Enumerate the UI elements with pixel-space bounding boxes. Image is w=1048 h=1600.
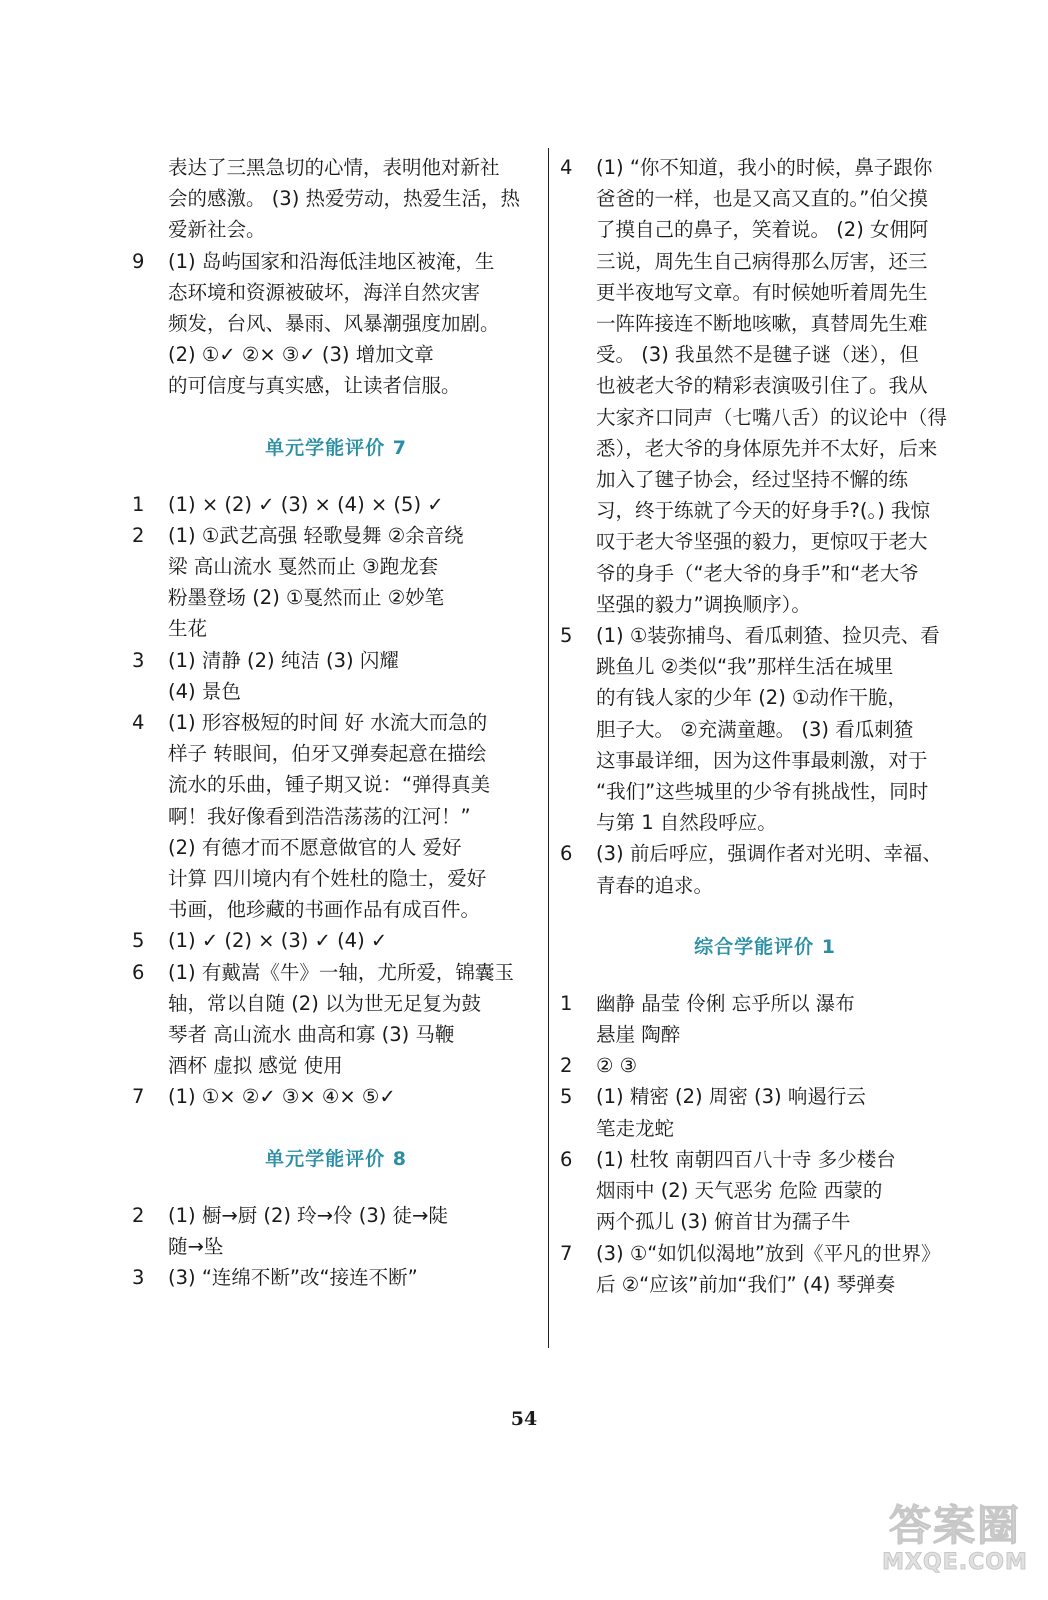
- answer-item: [560, 988, 970, 1050]
- answer-line: 后 ②“应该”前加“我们” (4) 琴弹奏: [596, 1272, 896, 1296]
- section-title: 单元学能评价 8: [265, 1147, 407, 1170]
- answer-line: (1) “你不知道，我小的时候，鼻子跟你: [596, 156, 933, 179]
- answer-item: [560, 838, 970, 900]
- answer-line: 加入了毽子协会，经过坚持不懈的练: [596, 468, 909, 492]
- question-number: 2: [132, 1203, 145, 1227]
- answer-item: [560, 1081, 970, 1143]
- answer-line: (3) “连绵不断”改“接连不断”: [168, 1266, 418, 1290]
- answer-line: (1) 岛屿国家和沿海低洼地区被淹，生: [168, 249, 495, 273]
- answer-line: 啊！我好像看到浩浩荡荡的江河！”: [168, 804, 471, 828]
- answer-line: (3) ①“如饥似渴地”放到《平凡的世界》: [596, 1241, 941, 1265]
- answer-line: 坚强的毅力”调换顺序）。: [596, 592, 811, 616]
- answer-line: (4) 景色: [168, 679, 241, 703]
- answer-item: [560, 152, 970, 620]
- section-title: 综合学能评价 1: [694, 935, 836, 958]
- question-number: 7: [132, 1085, 145, 1109]
- right-column: [560, 152, 970, 1300]
- watermark-logo: [880, 1502, 1030, 1586]
- question-number: 3: [132, 1266, 145, 1290]
- answer-line: 幽静 晶莹 伶俐 忘乎所以 瀑布: [596, 991, 855, 1015]
- answer-line: 轴，常以自随 (2) 以为世无足复为鼓: [168, 991, 482, 1015]
- answer-line: 这事最详细，因为这件事最刺激，对于: [596, 748, 928, 772]
- answer-line: 态环境和资源被破坏，海洋自然灾害: [168, 280, 481, 304]
- answer-line: 酒杯 虚拟 感觉 使用: [168, 1054, 343, 1078]
- answer-line: 流水的乐曲，锺子期又说：“弹得真美: [168, 773, 491, 797]
- question-number: 6: [560, 842, 573, 866]
- answer-line: 样子 转眼间，伯牙又弹奏起意在描绘: [168, 742, 487, 766]
- column-divider: [548, 148, 549, 1348]
- answer-line: 三说，周先生自己病得那么厉害，还三: [596, 249, 928, 273]
- answer-line: (1) ①武艺高强 轻歌曼舞 ②余音绕: [168, 523, 464, 547]
- question-number: 6: [132, 960, 145, 984]
- answer-line: 与第 1 自然段呼应。: [596, 811, 777, 835]
- answer-line: (1) 杜牧 南朝四百八十寺 多少楼台: [596, 1147, 896, 1171]
- answer-line: 计算 四川境内有个姓杜的隐士，爱好: [168, 867, 487, 891]
- answer-line: 胆子大。 ②充满童趣。 (3) 看瓜刺猹: [596, 717, 914, 741]
- answer-line: 爱新社会。: [168, 218, 266, 242]
- answer-line: (2) ①✓ ②× ③✓ (3) 增加文章: [168, 343, 434, 367]
- left-column: [132, 152, 540, 1293]
- answer-item: [132, 1081, 540, 1112]
- continued-answer: [132, 152, 540, 246]
- answer-line: “我们”这些城里的少爷有挑战性，同时: [596, 780, 929, 804]
- answer-line: 频发，台风、暴雨、风暴潮强度加剧。: [168, 312, 500, 336]
- answer-line: 粉墨登场 (2) ①戛然而止 ②妙笔: [168, 586, 445, 610]
- answer-line: (1) 精密 (2) 周密 (3) 响遏行云: [596, 1085, 866, 1109]
- answer-item: [132, 520, 540, 645]
- answer-line: 爸爸的一样，也是又高又直的。”伯父摸: [596, 187, 928, 211]
- answer-line: 受。 (3) 我虽然不是毽子谜（迷），但: [596, 343, 919, 367]
- question-number: 2: [560, 1054, 573, 1078]
- answer-line: 青春的追求。: [596, 873, 714, 897]
- answer-item: [132, 957, 540, 1082]
- question-number: 2: [132, 523, 145, 547]
- answer-line: ② ③: [596, 1054, 638, 1078]
- answer-line: (1) ①× ②✓ ③× ④× ⑤✓: [168, 1085, 396, 1109]
- answer-line: 的可信度与真实感，让读者信服。: [168, 374, 461, 398]
- answer-line: 悉），老大爷的身体原先并不太好，后来: [596, 436, 938, 460]
- answer-line: (2) 有德才而不愿意做官的人 爱好: [168, 835, 462, 859]
- answer-line: 书画，他珍藏的书画作品有成百件。: [168, 898, 481, 922]
- answer-line: 悬崖 陶醉: [596, 1023, 681, 1047]
- answer-line: (1) × (2) ✓ (3) × (4) × (5) ✓: [168, 492, 444, 516]
- answer-item: [132, 707, 540, 925]
- question-number: 3: [132, 648, 145, 672]
- question-number: 1: [560, 991, 573, 1015]
- question-number: 5: [560, 1085, 573, 1109]
- answer-line: 更半夜地写文章。有时候她听着周先生: [596, 280, 928, 304]
- answer-line: 会的感激。 (3) 热爱劳动，热爱生活，热: [168, 187, 521, 211]
- question-number: 4: [560, 156, 573, 179]
- watermark-text: 答案圈: [888, 1501, 1021, 1550]
- question-number: 6: [560, 1147, 573, 1171]
- answer-line: (1) 形容极短的时间 好 水流大而急的: [168, 711, 488, 735]
- answer-line: (1) ①装弥捕鸟、看瓜刺猹、捡贝壳、看: [596, 624, 940, 648]
- answer-line: 两个孤儿 (3) 俯首甘为孺子牛: [596, 1210, 851, 1234]
- answer-line: (1) 有戴嵩《牛》一轴，尤所爱，锦囊玉: [168, 960, 514, 984]
- question-number: 4: [132, 711, 145, 735]
- page-number: 54: [510, 1408, 538, 1430]
- section-title: 单元学能评价 7: [265, 436, 407, 459]
- answer-line: 跳鱼儿 ②类似“我”那样生活在城里: [596, 655, 894, 679]
- answer-line: 表达了三黑急切的心情，表明他对新社: [168, 156, 500, 179]
- answer-line: 一阵阵接连不断地咳嗽，真替周先生难: [596, 312, 928, 336]
- answer-line: 的有钱人家的少年 (2) ①动作干脆，: [596, 686, 908, 710]
- answer-item: [132, 1200, 540, 1262]
- question-number: 5: [132, 929, 145, 953]
- answer-line: 烟雨中 (2) 天气恶劣 危险 西蒙的: [596, 1179, 883, 1203]
- answer-item: [132, 489, 540, 520]
- answer-line: 大家齐口同声（七嘴八舌）的议论中（得: [596, 405, 948, 429]
- question-number: 5: [560, 624, 573, 648]
- answer-line: 生花: [168, 617, 208, 641]
- answer-item: [132, 1262, 540, 1293]
- answer-line: 叹于老大爷坚强的毅力，更惊叹于老大: [596, 530, 928, 554]
- answer-item: [132, 645, 540, 707]
- answer-line: 梁 高山流水 戛然而止 ③跑龙套: [168, 555, 439, 579]
- answer-item: [560, 1238, 970, 1300]
- answer-item: [560, 620, 970, 838]
- answer-item: [132, 925, 540, 956]
- answer-item: [132, 246, 540, 402]
- answer-item: [560, 1050, 970, 1081]
- question-number: 9: [132, 249, 145, 273]
- answer-line: 琴者 高山流水 曲高和寡 (3) 马鞭: [168, 1023, 455, 1047]
- answer-line: 了摸自己的鼻子，笑着说。 (2) 女佣阿: [596, 218, 929, 242]
- question-number: 1: [132, 492, 145, 516]
- answer-line: 随→坠: [168, 1234, 224, 1258]
- answer-line: (1) 清静 (2) 纯洁 (3) 闪耀: [168, 648, 399, 672]
- answer-line: (3) 前后呼应，强调作者对光明、幸福、: [596, 842, 942, 866]
- answer-line: (1) 橱→厨 (2) 玲→伶 (3) 徒→陡: [168, 1203, 448, 1227]
- answer-line: 爷的身手（“老大爷的身手”和“老大爷: [596, 561, 919, 585]
- answer-line: 也被老大爷的精彩表演吸引住了。我从: [596, 374, 928, 398]
- answer-line: 习，终于练就了今天的好身手?(。) 我惊: [596, 499, 931, 523]
- answer-line: (1) ✓ (2) × (3) ✓ (4) ✓: [168, 929, 388, 953]
- answer-item: [560, 1144, 970, 1238]
- question-number: 7: [560, 1241, 573, 1265]
- watermark-url: MXQE.COM: [882, 1550, 1028, 1575]
- answer-line: 笔走龙蛇: [596, 1116, 675, 1140]
